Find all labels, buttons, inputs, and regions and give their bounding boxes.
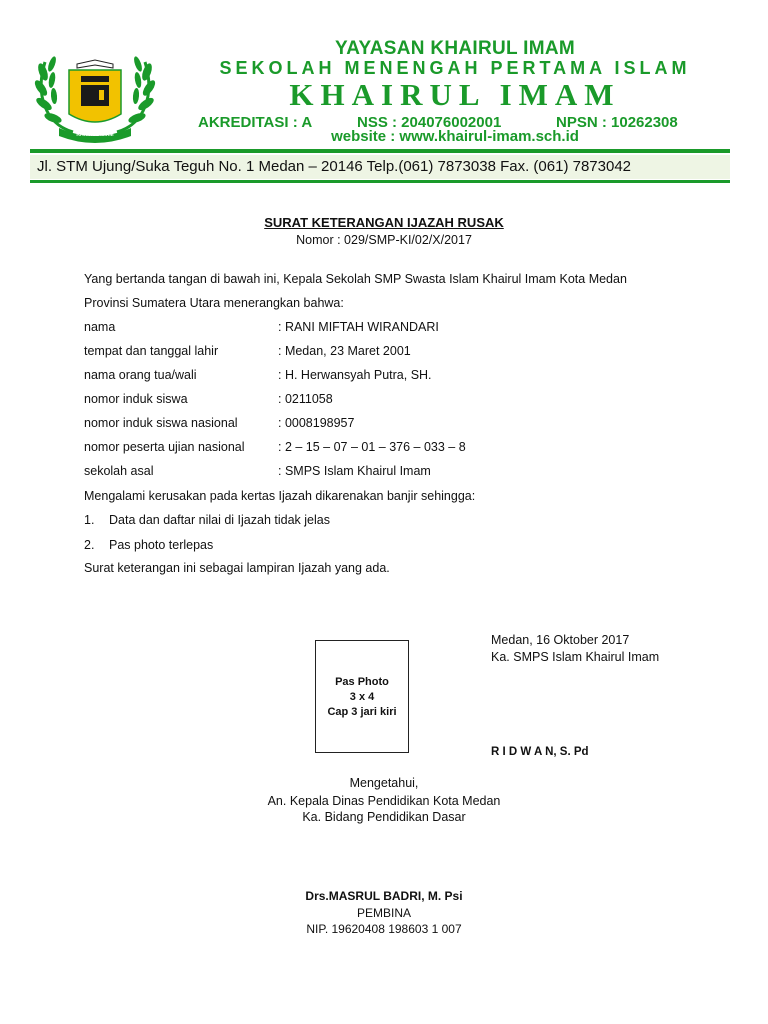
school-website: website : www.khairul-imam.sch.id — [331, 128, 579, 145]
field-value-school: : SMPS Islam Khairul Imam — [278, 464, 431, 478]
field-value-guardian: : H. Herwansyah Putra, SH. — [278, 368, 432, 382]
official-name: Drs.MASRUL BADRI, M. Psi — [305, 889, 463, 903]
field-value-nisn: : 0008198957 — [278, 416, 355, 430]
npsn-number: NPSN : 10262308 — [556, 114, 678, 131]
accreditation: AKREDITASI : A — [198, 114, 313, 131]
photo-fingerprint-note: Cap 3 jari kiri — [327, 706, 397, 718]
official-nip: NIP. 19620408 198603 1 007 — [306, 922, 462, 936]
school-name: KHAIRUL IMAM — [289, 77, 621, 112]
field-label: nama orang tua/wali — [84, 368, 197, 382]
signature-place-date: Medan, 16 Oktober 2017 — [491, 633, 630, 647]
field-value-nis: : 0211058 — [278, 392, 333, 406]
acknowledgement-office: An. Kepala Dinas Pendidikan Kota Medan — [267, 794, 501, 808]
photo-label: Pas Photo — [335, 676, 389, 688]
header-rule-top — [30, 149, 730, 153]
school-address: Jl. STM Ujung/Suka Teguh No. 1 Medan – 20146 Telp.(061) 7873038 Fax. (061) 7873042 — [37, 158, 632, 175]
letter-title: SURAT KETERANGAN IJAZAH RUSAK — [264, 215, 504, 230]
letter-number: Nomor : 029/SMP-KI/02/X/2017 — [296, 233, 472, 247]
header-rule-bottom — [30, 180, 730, 183]
field-label: sekolah asal — [84, 464, 154, 478]
closing-line: Surat keterangan ini sebagai lampiran Ijazah yang ada. — [84, 561, 390, 575]
foundation-name: YAYASAN KHAIRUL IMAM — [334, 38, 576, 59]
field-label: nomor induk siswa nasional — [84, 416, 238, 430]
photo-size: 3 x 4 — [349, 691, 375, 703]
field-value-name: : RANI MIFTAH WIRANDARI — [278, 320, 439, 334]
nss-number: NSS : 204076002001 — [357, 114, 502, 131]
field-label: nomor induk siswa — [84, 392, 188, 406]
acknowledgement-heading: Mengetahui, — [349, 776, 419, 790]
official-rank: PEMBINA — [356, 906, 411, 920]
field-label: tempat dan tanggal lahir — [84, 344, 219, 358]
photo-placeholder-box — [315, 640, 409, 753]
intro-line-2: Provinsi Sumatera Utara menerangkan bahwa: — [84, 296, 344, 310]
school-type: SEKOLAH MENENGAH PERTAMA ISLAM — [219, 58, 691, 78]
school-logo — [33, 34, 157, 144]
list-item: Pas photo terlepas — [109, 538, 214, 552]
list-number: 2. — [84, 538, 95, 552]
intro-line-1: Yang bertanda tangan di bawah ini, Kepala Sekolah SMP Swasta Islam Khairul Imam Kota Medan — [84, 272, 627, 286]
field-label: nomor peserta ujian nasional — [84, 440, 245, 454]
signature-name: R I D W A N, S. Pd — [491, 746, 589, 758]
signature-position: Ka. SMPS Islam Khairul Imam — [491, 650, 660, 664]
list-item: Data dan daftar nilai di Ijazah tidak jelas — [109, 513, 330, 527]
logo-ribbon-text: KHAIRUL IMAM — [76, 132, 114, 138]
damage-intro: Mengalami kerusakan pada kertas Ijazah dikarenakan banjir sehingga: — [84, 489, 476, 503]
list-number: 1. — [84, 513, 95, 527]
field-label: nama — [84, 320, 116, 334]
field-value-exam-number: : 2 – 15 – 07 – 01 – 376 – 033 – 8 — [278, 440, 466, 454]
acknowledgement-position: Ka. Bidang Pendidikan Dasar — [302, 810, 466, 824]
field-value-birth: : Medan, 23 Maret 2001 — [278, 344, 411, 358]
